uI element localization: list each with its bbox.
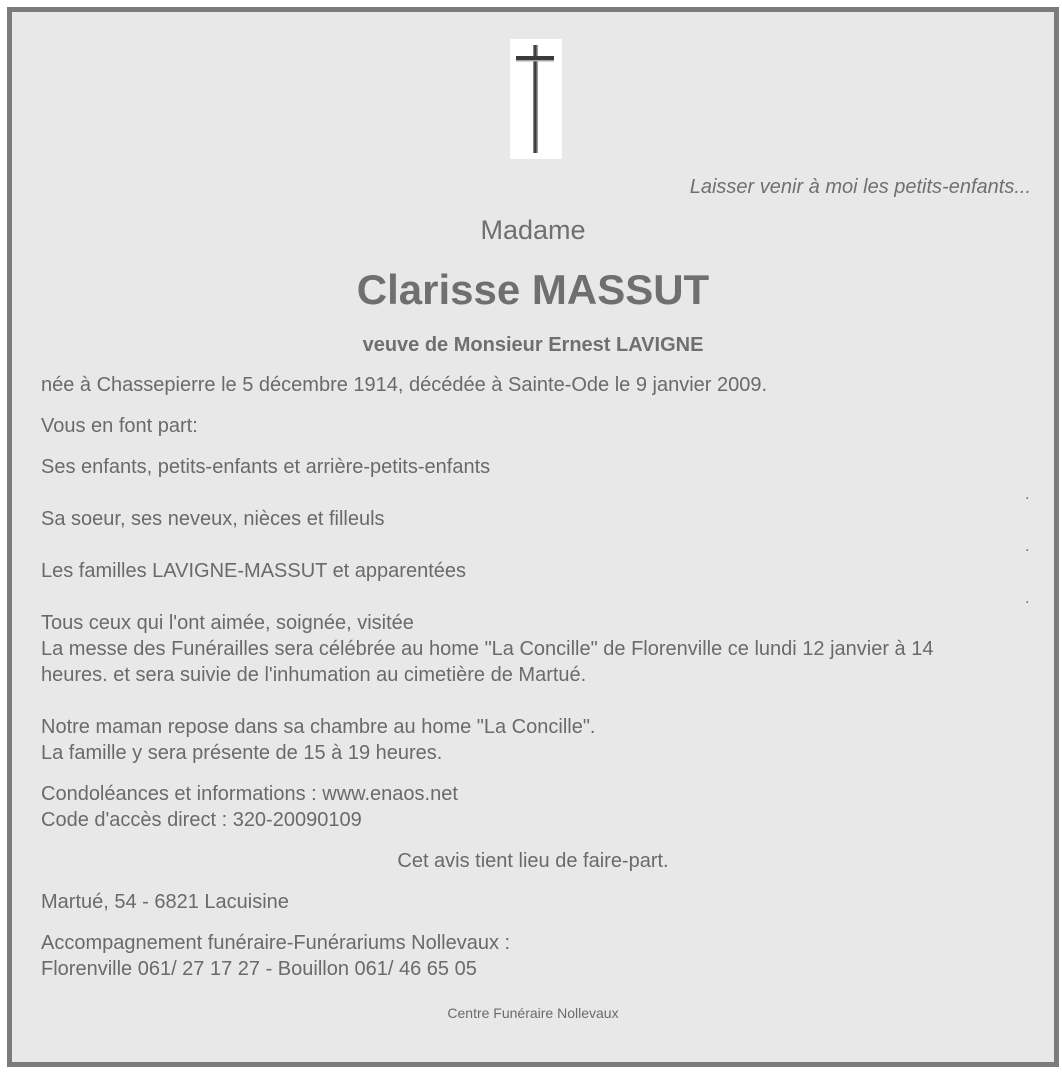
widow-of: veuve de Monsieur Ernest LAVIGNE (362, 334, 704, 356)
separator-dot: . (1025, 538, 1030, 555)
notice: Cet avis tient lieu de faire-part. (397, 850, 669, 872)
viewing-line-1: Notre maman repose dans sa chambre au home "La Concille". (41, 716, 596, 738)
obituary-card (7, 7, 1059, 1067)
separator-dot: . (1025, 486, 1030, 503)
undertaker-phones: Florenville 061/ 27 17 27 - Bouillon 061/ 46 65 05 (41, 958, 477, 980)
family-relatives: Les familles LAVIGNE-MASSUT et apparentées (41, 560, 466, 582)
epigraph: Laisser venir à moi les petits-enfants... (689, 176, 1031, 198)
birth-death: née à Chassepierre le 5 décembre 1914, décédée à Sainte-Ode le 9 janvier 2009. (41, 374, 768, 396)
viewing-line-2: La famille y sera présente de 15 à 19 heures. (41, 742, 443, 764)
separator-dot: . (1025, 590, 1030, 607)
condolences-line-1: Condoléances et informations : www.enaos.net (41, 783, 458, 805)
address: Martué, 54 - 6821 Lacuisine (41, 891, 289, 913)
deceased-name: Clarisse MASSUT (356, 266, 710, 313)
title-prefix: Madame (480, 215, 586, 245)
announcers-intro: Vous en font part: (41, 415, 198, 437)
family-caregivers: Tous ceux qui l'ont aimée, soignée, visitée (41, 612, 414, 634)
family-children: Ses enfants, petits-enfants et arrière-petits-enfants (41, 456, 491, 478)
funeral-line-2: heures. et sera suivie de l'inhumation au cimetière de Martué. (41, 664, 587, 686)
cross-icon (510, 39, 562, 159)
family-siblings: Sa soeur, ses neveux, nièces et filleuls (41, 508, 385, 530)
access-code: Code d'accès direct : 320-20090109 (41, 809, 362, 831)
funeral-line-1: La messe des Funérailles sera célébrée au home "La Concille" de Florenville ce lundi 12 janvier à 14 (41, 638, 934, 660)
undertaker-line-1: Accompagnement funéraire-Funérariums Nollevaux : (41, 932, 511, 954)
footer-credit: Centre Funéraire Nollevaux (447, 1005, 619, 1021)
